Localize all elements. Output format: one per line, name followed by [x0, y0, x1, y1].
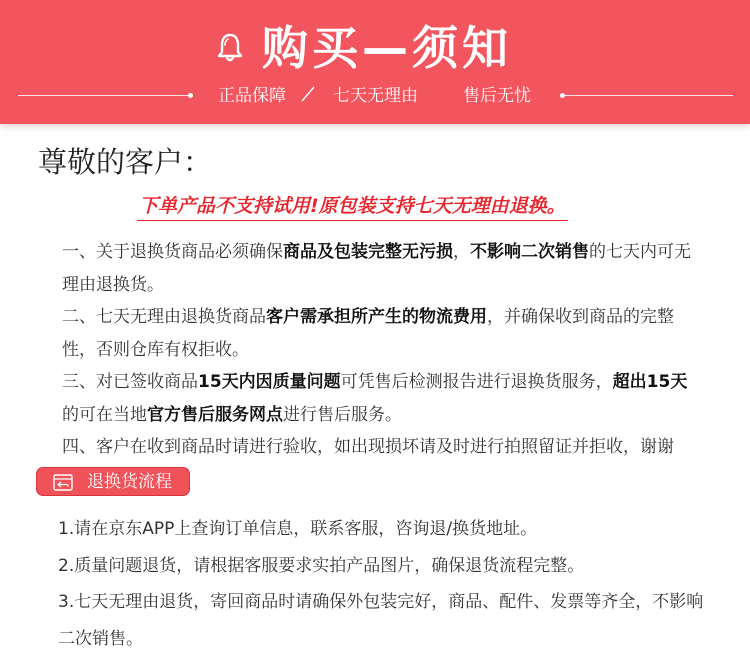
bell-icon	[217, 32, 243, 62]
divider-dot-left	[188, 93, 193, 98]
tag-genuine: 正品保障	[218, 86, 286, 106]
step-1: 1.请在京东APP上查询订单信息，联系客服，咨询退/换货地址。	[58, 519, 538, 539]
rule-emphasis: 客户需承担所产生的物流费用	[266, 307, 487, 327]
rule-item	[62, 236, 702, 301]
header-banner	[0, 0, 750, 124]
rule-item	[62, 366, 702, 431]
return-process-label: 退换货流程	[87, 472, 172, 492]
greeting-heading: 尊敬的客户：	[38, 145, 213, 179]
tag-seven-days: 七天无理由	[333, 86, 418, 106]
rule-text: 可凭售后检测报告进行退换货服务，	[340, 372, 613, 392]
rule-emphasis: 官方售后服务网点	[147, 404, 283, 425]
rule-text: 的可在当地	[62, 404, 147, 425]
return-process-button[interactable]	[36, 467, 190, 496]
rule-emphasis: 不影响二次销售	[470, 242, 589, 262]
rule-text: 三、对已签收商品	[62, 372, 198, 392]
rule-text: 进行售后服务。	[283, 404, 402, 425]
return-icon	[53, 474, 73, 491]
rule-text: 一、关于退换货商品必须确保	[62, 242, 283, 262]
rule-text: ，	[453, 242, 470, 262]
rule-emphasis: 15天内因质量问题	[198, 372, 341, 392]
rule-item	[62, 431, 702, 464]
rule-text: 四、客户在收到商品时请进行验收，如出现损坏请及时进行拍照留证并拒收，谢谢	[62, 437, 674, 457]
rule-item	[62, 301, 702, 366]
step-2: 2.质量问题退货，请根据客服要求实拍产品图片，确保退货流程完整。	[58, 555, 585, 576]
divider-left	[18, 95, 190, 96]
tag-after-sales: 售后无忧	[463, 86, 531, 106]
page-title: 购买—须知	[262, 21, 512, 75]
notice-banner: 下单产品不支持试用!原包装支持七天无理由退换。	[137, 193, 568, 221]
divider-right	[563, 95, 733, 96]
rule-text: 二、七天无理由退换货商品	[62, 307, 266, 327]
rule-emphasis: 超出15天	[612, 372, 688, 392]
rule-text: ，并确保收到商品的完整性，否则仓库有权拒收。	[62, 307, 674, 360]
rule-text: 的七天内可无理由退换货。	[62, 242, 691, 295]
rules-list	[62, 236, 702, 464]
rule-emphasis: 商品及包装完整无污损	[283, 242, 453, 262]
step-3: 3.七天无理由退货，寄回商品时请确保外包装完好，商品、配件、发票等齐全，不影响二次销售。	[58, 592, 704, 649]
process-steps	[58, 511, 718, 657]
slash-divider	[300, 86, 316, 106]
